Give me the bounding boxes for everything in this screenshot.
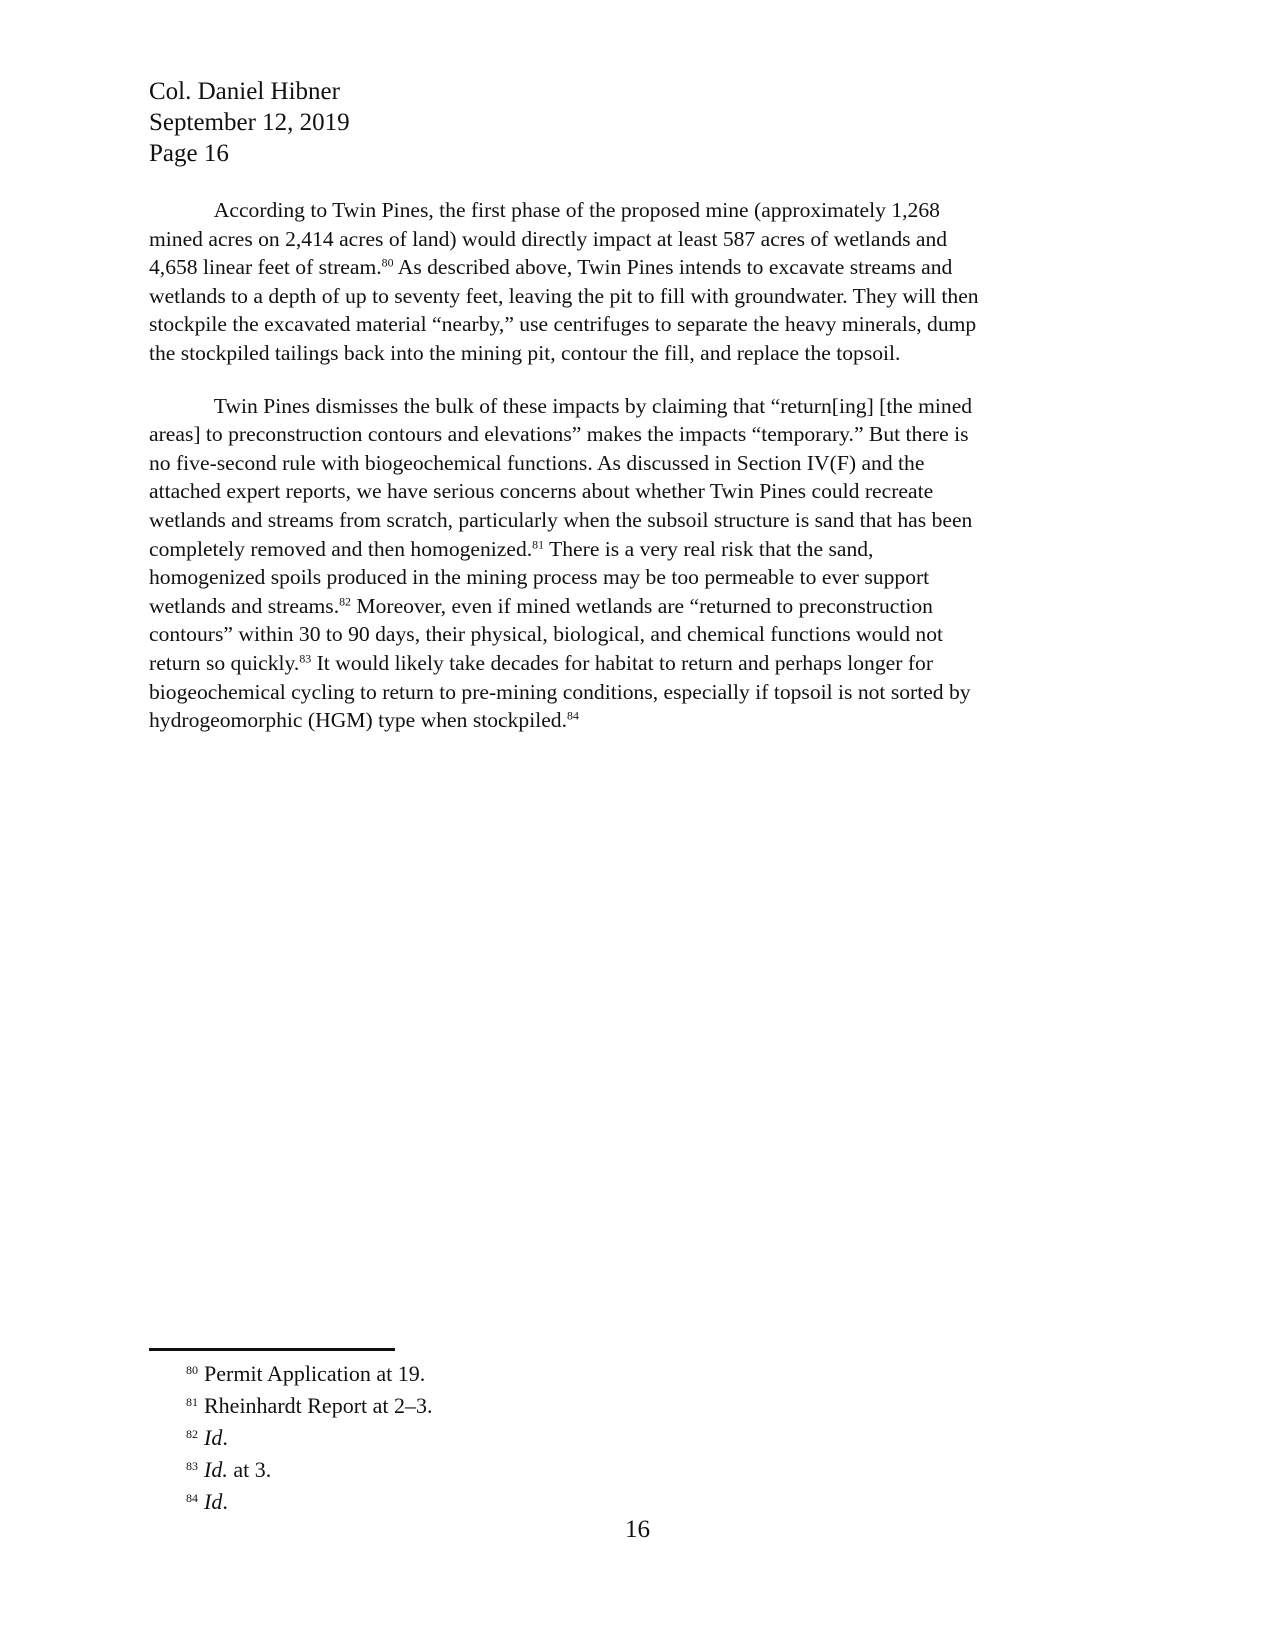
footnote bbox=[186, 1452, 433, 1484]
paragraph-text: As described above, Twin Pines intends to excavate streams and wetlands to a depth of up to seventy feet, leaving the pit to fill with groundwater. They will then stockpile the excavated material “nearby,” use centrifuges to separate the heavy minerals, dump the stockpiled tailings back into the mining pit, contour the fill, and replace the topsoil. bbox=[149, 255, 979, 365]
paragraph-text: Moreover, even if mined wetlands are “returned to preconstruction contours” within 30 to 90 days, their physical, biological, and chemical functions would not return so quickly. bbox=[149, 593, 944, 675]
footnote-divider bbox=[149, 1348, 395, 1351]
page-number: 16 bbox=[625, 1516, 650, 1543]
footnote-text: . bbox=[222, 1425, 228, 1450]
footnote bbox=[186, 1356, 433, 1388]
footnote-ref: 80 bbox=[381, 255, 394, 270]
paragraph-text: It would likely take decades for habitat to return and perhaps longer for biogeochemical cycling to return to pre-mining conditions, especially if topsoil is not sorted by hydrogeomorphic (HGM) type when stockpiled. bbox=[149, 650, 971, 733]
paragraph-text: According to Twin Pines, the first phase of the proposed mine (approximately 1,268 mined acres on 2,414 acres of land) would directly impact at least 587 acres of wetlands and 4,658 linear feet of stream. bbox=[149, 198, 948, 280]
recipient-name: Col. Daniel Hibner bbox=[149, 78, 340, 105]
body-paragraph bbox=[149, 196, 1115, 368]
footnote-ref: 81 bbox=[532, 536, 545, 551]
footnote-text: at 3. bbox=[227, 1457, 272, 1482]
footnote-ref: 82 bbox=[339, 594, 351, 608]
footnote-ref: 83 bbox=[299, 651, 312, 666]
footnote-number: 84 bbox=[186, 1491, 198, 1505]
footnote-text: Permit Application at 19. bbox=[204, 1361, 426, 1386]
footnotes-list bbox=[186, 1356, 433, 1516]
footnote bbox=[186, 1388, 433, 1420]
footnote-text: Rheinhardt Report at 2–3. bbox=[204, 1393, 433, 1418]
paragraph-text: Twin Pines dismisses the bulk of these impacts by claiming that “return[ing] [the mined areas] to preconstruction contours and elevations” makes the impacts “temporary.” But there is no five-second rule with biogeochemical functions. As discussed in Section IV(F) and the attached expert reports, we have serious concerns about whether Twin Pines could recreate wetlands and streams from scratch, particularly when the subsoil structure is sand that has been completely removed and then homogenized. bbox=[149, 393, 973, 561]
footnote-number: 82 bbox=[186, 1427, 198, 1441]
footnote-ref: 84 bbox=[567, 708, 579, 723]
letter-header bbox=[149, 76, 350, 169]
letter-date: September 12, 2019 bbox=[149, 109, 350, 136]
footnote-number: 83 bbox=[186, 1459, 198, 1473]
footnote-number: 80 bbox=[186, 1363, 198, 1377]
page-label: Page 16 bbox=[149, 140, 229, 167]
footnote-italic: Id. bbox=[204, 1457, 228, 1482]
footnote-text: . bbox=[222, 1489, 228, 1514]
footnote bbox=[186, 1420, 433, 1452]
body-paragraph bbox=[149, 392, 1115, 735]
footnote-italic: Id bbox=[204, 1489, 223, 1514]
footnote-italic: Id bbox=[204, 1425, 223, 1450]
footnote bbox=[186, 1484, 433, 1516]
paragraph-text: There is a very real risk that the sand, homogenized spoils produced in the mining process may be too permeable to ever support wetlands and streams. bbox=[149, 536, 930, 618]
footnote-number: 81 bbox=[186, 1395, 198, 1409]
letter-body bbox=[149, 196, 1115, 735]
